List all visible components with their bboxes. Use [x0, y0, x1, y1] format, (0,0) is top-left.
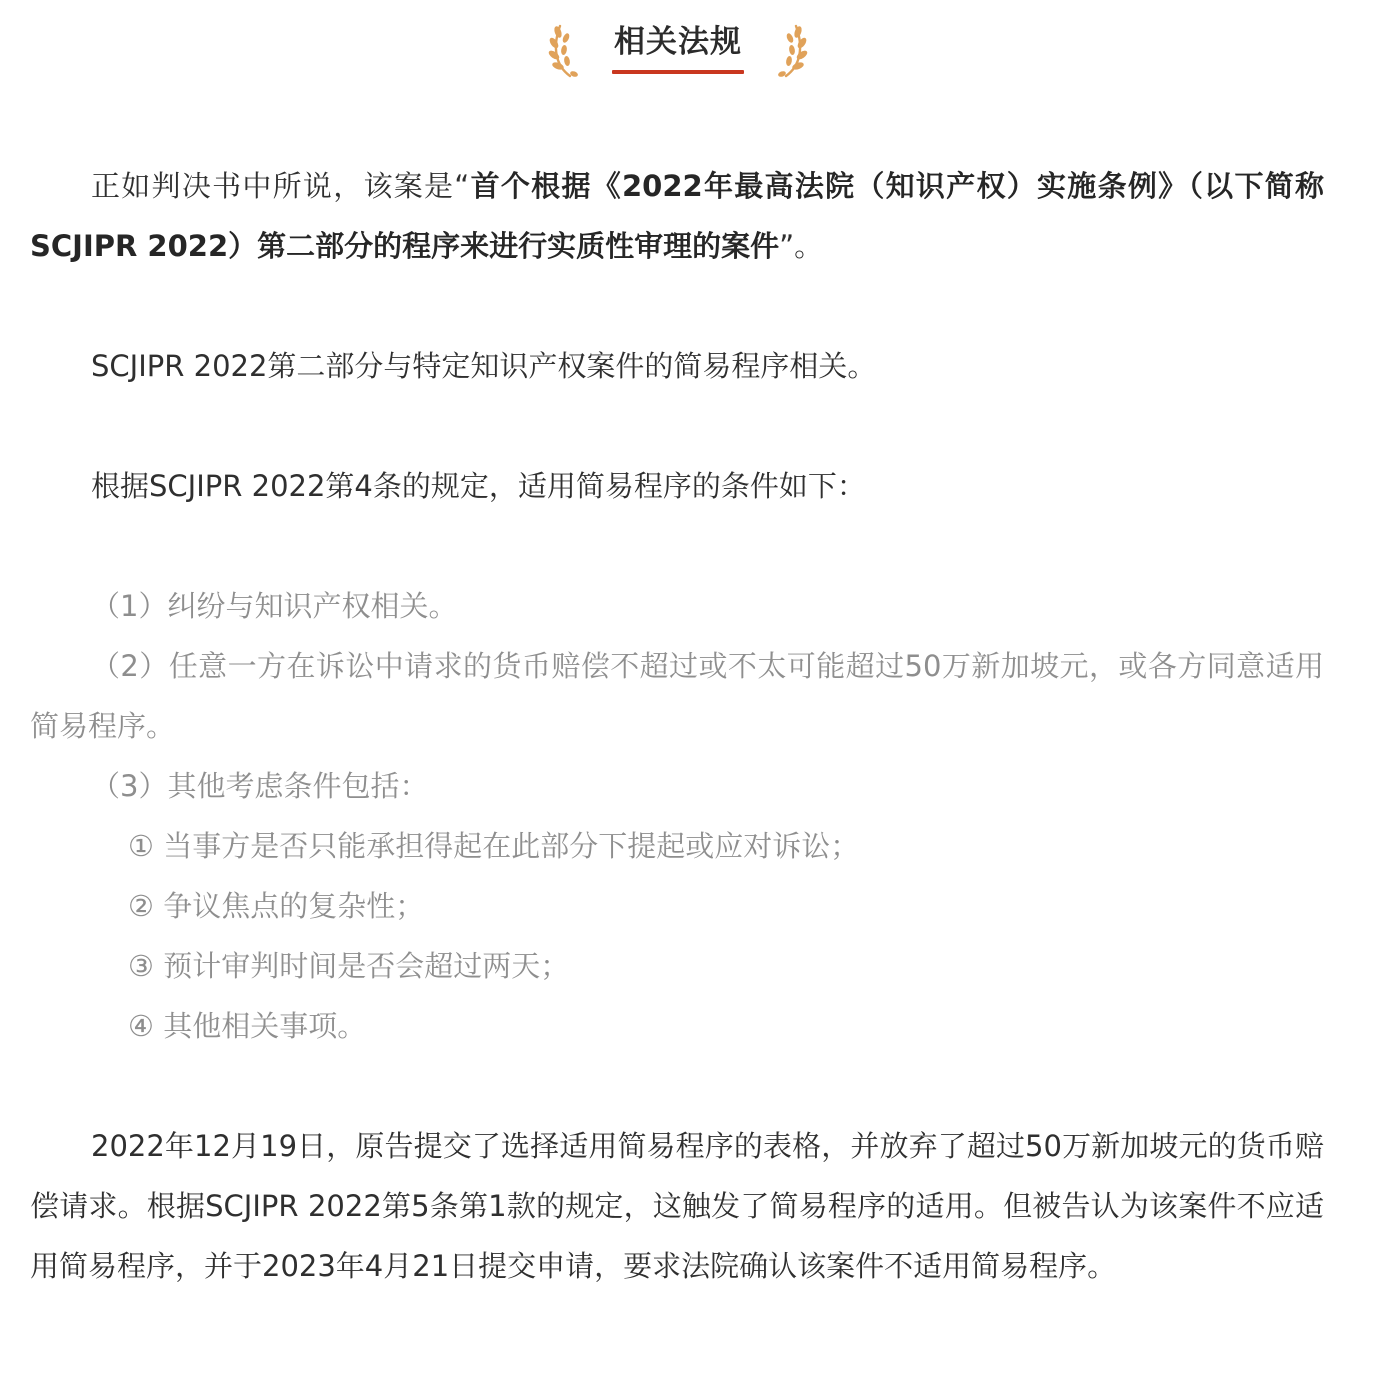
paragraph-intro [30, 156, 1324, 276]
condition-item: （3）其他考虑条件包括： [91, 769, 429, 803]
intro-bold-quote: 首个根据《2022年最高法院（知识产权）实施条例》（以下简称SCJIPR 2022）第二部分的程序来进行实质性审理的案件 [30, 169, 1325, 263]
paragraph-part-two: SCJIPR 2022第二部分与特定知识产权案件的简易程序相关。 [91, 349, 877, 383]
intro-prefix: 正如判决书中所说，该案是“ [91, 169, 470, 203]
condition-sub-item: ④ 其他相关事项。 [128, 1009, 367, 1043]
paragraph-procedure: 2022年12月19日，原告提交了选择适用简易程序的表格，并放弃了超过50万新加坡元的货币赔偿请求。根据SCJIPR 2022第5条第1款的规定，这触发了简易程序的适用。但被告认为该案件不应适用简易程序，并于2023年4月21日提交申请，要求法院确认该案件不适用简易程序。 [30, 1129, 1324, 1283]
condition-sub-item: ① 当事方是否只能承担得起在此部分下提起或应对诉讼； [128, 829, 860, 863]
heading-underline [612, 70, 744, 74]
laurel-right-icon [772, 18, 810, 80]
laurel-left-icon [546, 18, 584, 80]
intro-suffix: ”。 [779, 229, 824, 263]
section-heading [0, 0, 1384, 90]
condition-sub-item: ② 争议焦点的复杂性； [128, 889, 425, 923]
paragraph-conditions-intro: 根据SCJIPR 2022第4条的规定，适用简易程序的条件如下： [91, 469, 866, 503]
condition-item: （2）任意一方在诉讼中请求的货币赔偿不超过或不太可能超过50万新加坡元，或各方同意适用简易程序。 [30, 649, 1324, 743]
condition-item: （1）纠纷与知识产权相关。 [91, 589, 458, 623]
condition-sub-item: ③ 预计审判时间是否会超过两天； [128, 949, 570, 983]
heading-title: 相关法规 [614, 24, 742, 60]
